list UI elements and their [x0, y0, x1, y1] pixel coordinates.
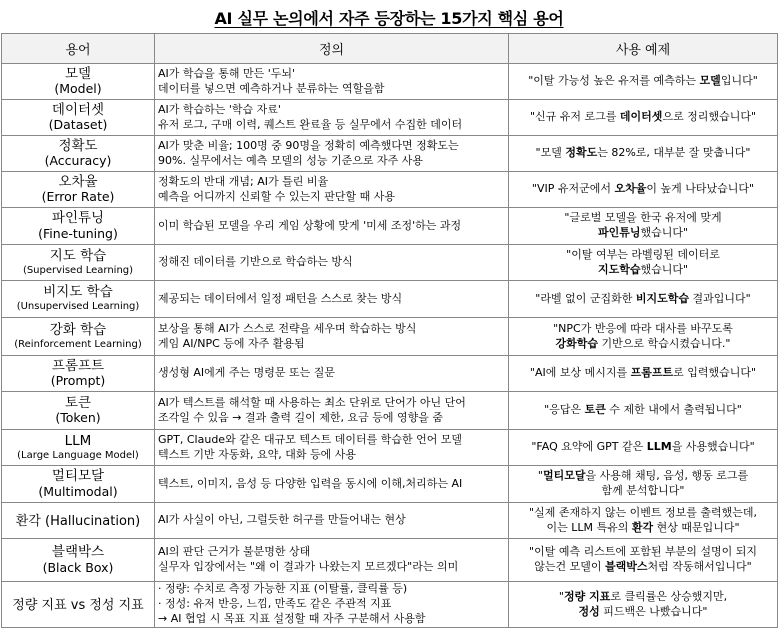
term-english: (Model) [54, 81, 102, 97]
example-line [512, 440, 774, 455]
example-keyword: 정성 [578, 604, 600, 618]
term-english: (Dataset) [48, 117, 108, 133]
example-keyword: 지도학습 [597, 262, 641, 276]
term-korean: 오차율 [58, 173, 98, 190]
example-keyword: 정확도 [565, 146, 598, 160]
definition-cell [155, 466, 509, 503]
example-line [512, 506, 774, 521]
term-cell [2, 100, 155, 136]
example-line [512, 226, 774, 241]
example-line [512, 337, 774, 352]
term-cell [2, 356, 155, 392]
definition-line: · 정성: 유저 반응, 느낌, 만족도 같은 주관적 지표 [158, 597, 392, 611]
example-cell [509, 466, 778, 503]
definition-cell [155, 136, 509, 172]
header-term: 용어 [2, 34, 155, 64]
table-row [2, 245, 778, 281]
definition-cell [155, 245, 509, 281]
example-text: 이는 LLM 특유의 [546, 520, 632, 534]
example-text: "NPC가 반응에 따라 대사를 바꾸도록 [553, 321, 733, 335]
example-line [512, 74, 774, 89]
definition-line: 게임 AI/NPC 등에 자주 활용됨 [158, 336, 305, 350]
example-text: 로 입력했습니다" [673, 366, 757, 380]
definition-cell [155, 208, 509, 245]
example-keyword: 모델 [699, 74, 721, 88]
definition-cell [155, 318, 509, 356]
example-keyword: 정량 지표 [563, 589, 611, 603]
example-text: 입니다" [720, 74, 758, 88]
term-cell [2, 281, 155, 318]
example-line [512, 560, 774, 575]
example-keyword: 오차율 [614, 182, 647, 196]
definition-line: 이미 학습된 모델을 우리 게임 상황에 맞게 '미세 조정'하는 과정 [158, 218, 462, 232]
term-korean: 비지도 학습 [43, 284, 113, 301]
title-area [0, 0, 778, 32]
definition-cell [155, 392, 509, 430]
table-row [2, 281, 778, 318]
example-text: 는 82%로, 대부분 잘 맞춥니다" [597, 146, 751, 160]
example-keyword: 프롬프트 [630, 366, 674, 380]
example-text: 로 클릭률은 상승했지만, [610, 589, 728, 603]
example-text: 을 사용했습니다" [671, 440, 755, 454]
example-cell [509, 503, 778, 539]
definition-line: 데이터를 넣으면 예측하거나 분류하는 역할을함 [158, 81, 385, 95]
term-korean: 프롬프트 [51, 357, 105, 374]
term-cell [2, 582, 155, 628]
table-row [2, 64, 778, 100]
definition-cell [155, 356, 509, 392]
term-cell [2, 64, 155, 100]
example-text: "신규 유저 로그를 [529, 110, 620, 124]
term-english: (Black Box) [42, 559, 114, 575]
table-row [2, 136, 778, 172]
example-keyword: 데이터셋 [619, 110, 663, 124]
term-korean: 강화 학습 [49, 321, 107, 338]
table-row [2, 503, 778, 539]
definition-line: 조각일 수 있음 → 결과 출력 길이 제한, 요금 등에 영향을 줌 [158, 410, 443, 424]
definition-line: 90%. 실무에서는 예측 모델의 성능 기준으로 자주 사용 [158, 153, 423, 167]
definition-line: 제공되는 데이터에서 일정 패턴을 스스로 찾는 방식 [158, 291, 403, 305]
example-text: "실제 존재하지 않는 이벤트 정보를 출력했는데, [529, 505, 757, 519]
table-row [2, 582, 778, 628]
example-line [512, 292, 774, 307]
term-english: (Prompt) [50, 373, 106, 389]
term-korean: 토큰 [64, 394, 92, 411]
example-text: 수 제한 내에서 출력됩니다" [605, 403, 742, 417]
example-cell [509, 208, 778, 245]
example-text: 이 높게 나타났습니다" [646, 182, 755, 196]
definition-line: 실무자 입장에서는 "왜 이 결과가 나왔는지 모르겠다"라는 의미 [158, 560, 459, 573]
table-row [2, 318, 778, 356]
term-cell [2, 466, 155, 503]
table-row [2, 208, 778, 245]
table-body [2, 64, 778, 628]
definition-line: → AI 협업 시 목표 지표 설정할 때 자주 구분해서 사용함 [158, 611, 426, 625]
term-cell [2, 539, 155, 582]
example-cell [509, 100, 778, 136]
header-row [2, 34, 778, 64]
example-cell [509, 64, 778, 100]
table-row [2, 539, 778, 582]
definition-cell [155, 100, 509, 136]
example-keyword: 멀티모달 [542, 469, 586, 483]
example-line [512, 366, 774, 381]
example-text: " [558, 589, 564, 603]
example-cell [509, 582, 778, 628]
term-korean: 정량 지표 vs 정성 지표 [12, 598, 144, 614]
term-cell [2, 430, 155, 466]
term-cell [2, 136, 155, 172]
example-keyword: 강화학습 [555, 336, 599, 350]
table-row [2, 100, 778, 136]
example-line [512, 146, 774, 161]
example-text: 처럼 작동해서입니다" [647, 560, 752, 573]
definition-cell [155, 503, 509, 539]
example-line [512, 403, 774, 418]
example-text: "응답은 [544, 403, 585, 417]
example-text: 했습니다" [640, 226, 689, 239]
definition-cell [155, 64, 509, 100]
example-cell [509, 356, 778, 392]
term-cell [2, 392, 155, 430]
definition-line: 텍스트 기반 자동화, 요약, 대화 등에 사용 [158, 447, 356, 461]
example-text: "모델 [535, 146, 566, 160]
example-line [512, 605, 774, 620]
example-line [512, 211, 774, 226]
table-row [2, 466, 778, 503]
term-korean: 파인튜닝 [51, 210, 105, 227]
term-english: (Token) [55, 410, 101, 426]
example-cell [509, 172, 778, 208]
example-line [512, 110, 774, 125]
example-line [512, 484, 774, 499]
definition-line: 유저 로그, 구매 이력, 퀘스트 완료율 등 실무에서 수집한 데이터 [158, 117, 463, 131]
definition-line: 예측을 어디까지 신뢰할 수 있는지 판단할 때 사용 [158, 189, 395, 203]
example-text: 함께 분석합니다" [601, 484, 685, 497]
example-text: 결과입니다" [689, 291, 751, 305]
term-korean: 정확도 [58, 137, 98, 154]
example-cell [509, 281, 778, 318]
term-cell [2, 208, 155, 245]
example-cell [509, 392, 778, 430]
term-korean: 블랙박스 [51, 544, 105, 561]
example-text: "이탈 여부는 라벨링된 데이터로 [566, 247, 720, 261]
example-text: 을 사용해 채팅, 음성, 행동 로그를 [585, 469, 749, 483]
table-row [2, 356, 778, 392]
definition-line: AI의 판단 근거가 불분명한 상태 [158, 545, 311, 559]
example-line [512, 590, 774, 605]
term-korean: 모델 [64, 65, 92, 82]
term-cell [2, 318, 155, 356]
example-keyword: 파인튜닝 [597, 226, 641, 239]
term-korean: 멀티모달 [51, 468, 105, 485]
term-korean: 지도 학습 [49, 247, 107, 264]
example-line [512, 469, 774, 484]
definition-line: AI가 학습을 통해 만든 '두뇌' [158, 66, 296, 80]
example-cell [509, 245, 778, 281]
example-line [512, 521, 774, 536]
term-english: (Unsupervised Learning) [16, 301, 140, 312]
example-cell [509, 318, 778, 356]
term-cell [2, 245, 155, 281]
definition-cell [155, 539, 509, 582]
term-english: (Supervised Learning) [22, 264, 134, 276]
example-text: "AI에 보상 메시지를 [529, 366, 631, 380]
glossary-table [1, 33, 778, 628]
example-keyword: 환각 [631, 520, 654, 534]
definition-line: 정확도의 반대 개념; AI가 틀린 비율 [158, 174, 329, 188]
term-cell [2, 172, 155, 208]
example-text: 않는건 모델이 [534, 560, 606, 573]
example-line [512, 248, 774, 263]
definition-line: AI가 학습하는 '학습 자료' [158, 102, 281, 116]
term-korean: 환각 (Hallucination) [15, 514, 141, 530]
example-text: 했습니다" [640, 262, 689, 276]
header-definition: 정의 [155, 34, 509, 64]
term-english: (Large Language Model) [17, 449, 139, 461]
example-line [512, 182, 774, 197]
term-korean: LLM [64, 432, 92, 449]
example-text: "라벨 없이 군집화한 [535, 291, 636, 305]
example-text: 피드백은 나빴습니다" [599, 604, 708, 618]
example-text: "이탈 가능성 높은 유저를 예측하는 [528, 74, 700, 88]
example-text: 으로 정리했습니다" [662, 110, 757, 124]
term-english: (Error Rate) [41, 189, 115, 205]
term-english: (Multimodal) [38, 483, 118, 499]
term-cell [2, 503, 155, 539]
example-cell [509, 539, 778, 582]
definition-cell [155, 582, 509, 628]
table-row [2, 392, 778, 430]
example-line [512, 545, 774, 560]
example-text: "글로벌 모델을 한국 유저에 맞게 [564, 211, 722, 225]
example-line [512, 322, 774, 337]
table-row [2, 172, 778, 208]
example-keyword: 비지도학습 [635, 291, 689, 305]
header-example: 사용 예제 [509, 34, 778, 64]
definition-line: · 정량: 수치로 측정 가능한 지표 (이탈률, 클릭률 등) [158, 582, 408, 596]
example-text: "VIP 유저군에서 [531, 182, 615, 196]
example-line [512, 263, 774, 278]
definition-line: 정해진 데이터를 기반으로 학습하는 방식 [158, 255, 353, 269]
term-english: (Accuracy) [44, 153, 112, 169]
term-korean: 데이터셋 [51, 101, 105, 118]
definition-line: 텍스트, 이미지, 음성 등 다양한 입력을 동시에 이해,처리하는 AI [158, 476, 463, 490]
example-keyword: 토큰 [584, 403, 606, 417]
example-text: 현상 때문입니다" [653, 520, 740, 534]
definition-line: 보상을 통해 AI가 스스로 전략을 세우며 학습하는 방식 [158, 321, 417, 335]
page-title: AI 실무 논의에서 자주 등장하는 15가지 핵심 용어 [214, 9, 564, 28]
example-cell [509, 136, 778, 172]
example-keyword: 블랙박스 [605, 560, 648, 573]
definition-line: GPT, Claude와 같은 대규모 텍스트 데이터를 학습한 언어 모델 [158, 432, 463, 446]
definition-line: AI가 맞춘 비율; 100명 중 90명을 정확히 예측했다면 정확도는 [158, 138, 459, 152]
example-text: 기반으로 학습시켰습니다." [598, 336, 731, 350]
term-english: (Reinforcement Learning) [14, 338, 142, 350]
definition-line: 생성형 AI에게 주는 명령문 또는 질문 [158, 366, 336, 380]
example-text: " [537, 469, 543, 483]
definition-cell [155, 430, 509, 466]
definition-line: AI가 사실이 아닌, 그럴듯한 허구를 만들어내는 현상 [158, 513, 406, 527]
definition-cell [155, 172, 509, 208]
definition-line: AI가 텍스트를 해석할 때 사용하는 최소 단위로 단어가 아닌 단어 [158, 395, 466, 409]
example-cell [509, 430, 778, 466]
example-text: "FAQ 요약에 GPT 같은 [531, 440, 647, 454]
definition-cell [155, 281, 509, 318]
example-text: "이탈 예측 리스트에 포함된 부분의 설명이 되지 [529, 545, 757, 559]
table-row [2, 430, 778, 466]
example-keyword: LLM [646, 440, 672, 454]
term-english: (Fine-tuning) [38, 225, 118, 241]
